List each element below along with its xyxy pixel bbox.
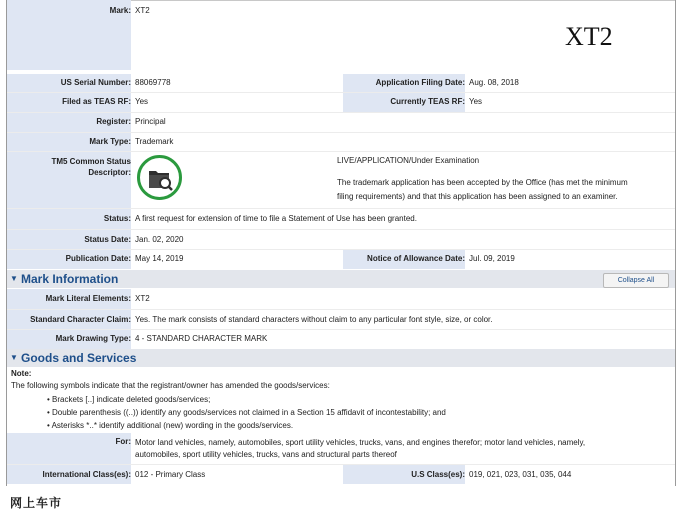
mark-information-header[interactable] [7,270,675,288]
current-teas-rf-value: Yes [469,97,483,106]
mark-type-value: Trademark [135,137,174,146]
tm5-row [7,152,675,208]
mark-information-title: Mark Information [21,272,119,286]
mark-value: XT2 [135,6,150,15]
note-bullet-text: Asterisks *..* identify additional (new) wording in the goods/services. [51,421,294,430]
status-row [7,209,675,229]
collapse-triangle-icon[interactable]: ▼ [10,274,18,283]
folder-search-icon [140,158,179,197]
current-teas-rf-label: Currently TEAS RF: [343,93,465,112]
std-char-label: Standard Character Claim: [7,310,131,329]
filing-date-value: Aug. 08, 2018 [469,78,519,87]
status-date-value: Jan. 02, 2020 [135,235,184,244]
publication-date-label: Publication Date: [7,250,131,269]
for-value-line1: Motor land vehicles, namely, automobiles, sport utility vehicles, trucks, vans, and engines therefor; motor land vehicles, namely, [135,438,586,447]
note-bullet: • Brackets [..] indicate deleted goods/services; [47,395,211,404]
status-date-label: Status Date: [7,230,131,249]
intl-class-label: International Class(es): [7,465,131,484]
allowance-date-value: Jul. 09, 2019 [469,254,515,263]
teas-rf-value: Yes [135,97,149,106]
for-value [135,437,585,461]
std-char-row [7,310,675,329]
teas-rf-label: Filed as TEAS RF: [7,93,131,112]
for-label: For: [7,433,131,464]
note-block [11,368,330,392]
for-row [7,433,675,464]
tm5-status-text: LIVE/APPLICATION/Under Examination [337,156,480,165]
literal-value: XT2 [135,294,150,303]
literal-row [7,289,675,309]
for-value-line2: automobiles, sport utility vehicles, trucks, vans and structural parts thereof [135,450,397,459]
mark-type-label: Mark Type: [7,133,131,151]
status-value: A first request for extension of time to file a Statement of Use has been granted. [135,214,417,223]
collapse-all-label: Collapse All [617,277,655,284]
us-class-label: U.S Class(es): [343,465,465,484]
trademark-record-panel [6,0,676,486]
serial-value: 88069778 [135,78,171,87]
tm5-label [7,152,131,208]
status-label: Status: [7,209,131,229]
teas-row [7,93,675,112]
drawing-row [7,330,675,349]
note-text: The following symbols indicate that the registrant/owner has amended the goods/services: [11,381,330,390]
std-char-value: Yes. The mark consists of standard characters without claim to any particular font style, size, or color. [135,315,493,324]
goods-services-title: Goods and Services [21,351,137,365]
collapse-triangle-icon[interactable]: ▼ [10,353,18,362]
us-class-value: 019, 021, 023, 031, 035, 044 [469,470,572,479]
note-bullet: • Double parenthesis ((..)) identify any goods/services not claimed in a Section 15 affidavit of incontestability; and [47,408,446,417]
register-row [7,113,675,132]
publication-row [7,250,675,269]
class-row [7,465,675,484]
mark-label: Mark: [7,0,131,70]
goods-services-header[interactable] [7,349,675,367]
serial-label: US Serial Number: [7,74,131,92]
tm5-label-line1: TM5 Common Status [51,157,131,166]
tm5-label-line2: Descriptor: [88,168,131,177]
note-label: Note: [11,369,32,378]
filing-date-label: Application Filing Date: [343,74,465,92]
serial-row [7,74,675,92]
tm5-desc-line1: The trademark application has been accepted by the Office (has met the minimum [337,178,628,187]
note-bullet-text: Double parenthesis ((..)) identify any goods/services not claimed in a Section 15 affidavit of incontestability; and [52,408,446,417]
intl-class-value: 012 - Primary Class [135,470,206,479]
mark-image-text: XT2 [565,22,613,51]
tm5-desc-line2: filing requirements) and that this application has been assigned to an examiner. [337,192,618,201]
literal-label: Mark Literal Elements: [7,289,131,309]
watermark: 网上车市 [10,496,63,510]
status-date-row [7,230,675,249]
allowance-date-label: Notice of Allowance Date: [343,250,465,269]
status-badge [137,155,182,200]
note-bullet: • Asterisks *..* identify additional (new) wording in the goods/services. [47,421,294,430]
drawing-value: 4 - STANDARD CHARACTER MARK [135,334,268,343]
drawing-label: Mark Drawing Type: [7,330,131,349]
collapse-all-button[interactable] [603,273,669,288]
publication-date-value: May 14, 2019 [135,254,184,263]
note-bullet-text: Brackets [..] indicate deleted goods/services; [52,395,211,404]
register-value: Principal [135,117,166,126]
register-label: Register: [7,113,131,132]
mark-type-row [7,133,675,151]
